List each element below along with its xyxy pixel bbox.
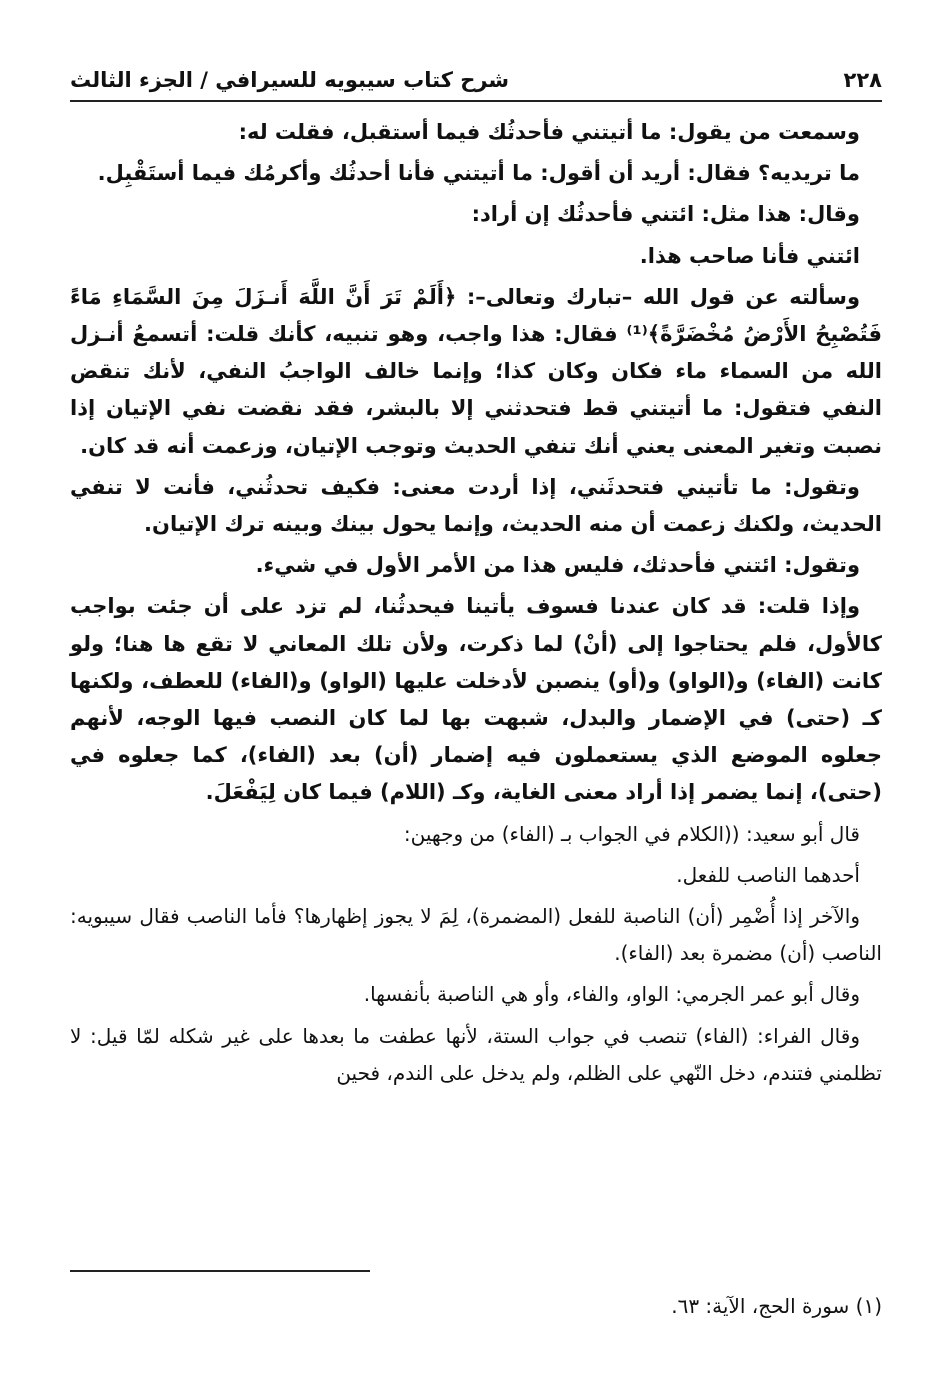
header-divider: [70, 100, 882, 102]
commentary-paragraph: أحدهما الناصب للفعل.: [676, 862, 860, 887]
commentary-paragraph: والآخر إذا أُضْمِر (أن) الناصبة للفعل (المضمرة)، لِمَ لا يجوز إظهارها؟ فأما الناصب فقال سيبويه: الناصب (أن) مضمرة بعد (الفاء).: [70, 904, 882, 966]
paragraph: وسمعت من يقول: ما أتيتني فأحدثُك فيما أستقبل، فقلت له:: [238, 120, 860, 144]
paragraph: وإذا قلت: قد كان عندنا فسوف يأتينا فيحدثُنا، لم تزد على أن جئت بواجب كالأول، فلم يحتاجوا إلى (أنْ) لما ذكرت، ولأن تلك المعاني لا تقع ها هنا؛ ولو كانت (الفاء) و(الواو) و(أو) ينصبن لأدخلت عليها (الواو) و(الفاء) للعطف، ولكنها كـ (حتى) في الإضمار والبدل، شبهت بها لما كان النصب فيها الوجه، لأنهم جعلوه الموضع الذي يستعملون فيه إضمار (أن) بعد (الفاء)، كما جعلوه في (حتى)، إنما يضمر إذا أراد معنى الغاية، وكـ (اللام) فيما كان لِيَفْعَلَ.: [70, 594, 882, 805]
footnote-divider: [70, 1270, 370, 1272]
footnote: (١) سورة الحج، الآية: ٦٣.: [671, 1294, 882, 1318]
commentary-paragraph: وقال الفراء: (الفاء) تنصب في جواب الستة، لأنها عطفت ما بعدها على غير شكله لمّا قيل: لا تظلمني فتندم، دخل النّهي على الظلم، ولم يدخل على الندم، فحين: [70, 1023, 882, 1085]
paragraph: ما تريديه؟ فقال: أريد أن أقول: ما أتيتني فأنا أحدثُك وأكرمُك فيما أستَقْبِل.: [97, 161, 860, 186]
commentary-paragraph: وقال أبو عمر الجرمي: الواو، والفاء، وأو هي الناصبة بأنفسها.: [363, 982, 860, 1007]
page-header: [70, 58, 882, 92]
paragraph: وتقول: ما تأتيني فتحدثَني، إذا أردت معنى: فكيف تحدثُني، فأنت لا تنفي الحديث، ولكنك زعمت أن منه الحديث، وإنما يحول بينك وبينه ترك الإتيان.: [70, 474, 882, 537]
paragraph: ائتني فأنا صاحب هذا.: [639, 243, 860, 268]
paragraph: وتقول: ائتني فأحدثك، فليس هذا من الأمر الأول في شيء.: [255, 553, 860, 578]
commentary-paragraph: قال أبو سعيد: ((الكلام في الجواب بـ (الفاء) من وجهين:: [403, 821, 860, 846]
paragraph-quran-citation: وسألته عن قول الله –تبارك وتعالى–: ﴿أَلَمْ تَرَ أَنَّ اللَّهَ أَنـزَلَ مِنَ السَّمَاءِ مَاءً فَتُصْبِحُ الأَرْضُ مُخْضَرَّةً﴾⁽¹⁾ فقال: هذا واجب، وهو تنبيه، كأنك قلت: أتسمعُ أنـزل الله من السماء ماء فكان وكان كذا؛ وإنما خالف الواجبُ النفي، لأنك تنقض النفي فتقول: ما أتيتني قط فتحدثني إلا بالبشر، فقد نقضت نفي الإتيان إذا نصبت وتغير المعنى يعني أنك تنفي الحديث وتوجب الإتيان، وزعمت أنه قد كان.: [70, 284, 882, 458]
page-number: ٢٢٨: [843, 68, 882, 92]
paragraph: وقال: هذا مثل: ائتني فأحدثُك إن أراد:: [471, 202, 860, 227]
page-body: [70, 114, 882, 1096]
running-title: شرح كتاب سيبويه للسيرافي / الجزء الثالث: [70, 68, 510, 92]
book-page: [70, 50, 882, 1340]
